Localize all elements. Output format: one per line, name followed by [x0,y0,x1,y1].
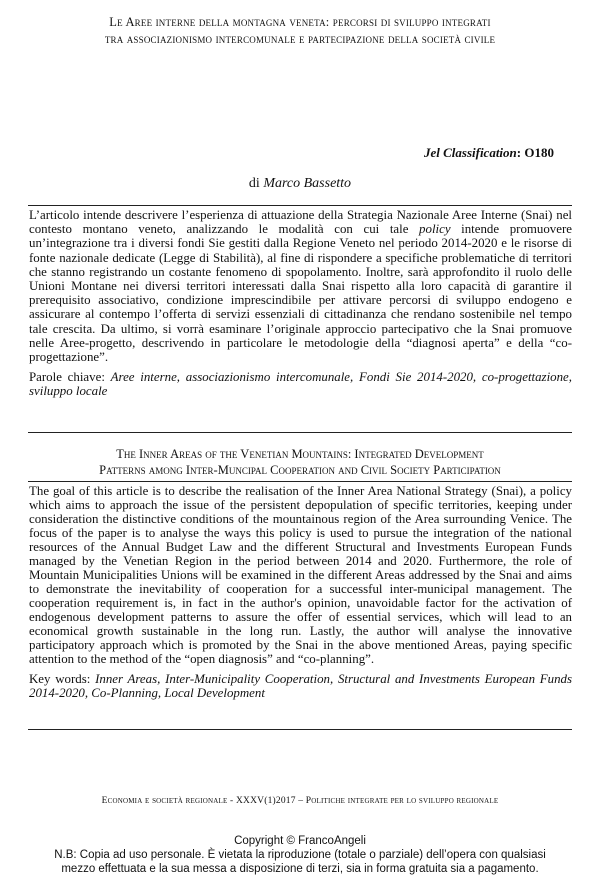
journal-footer: Economia e società regionale - XXXV(1)2017 – Politiche integrate per lo sviluppo regionale [101,796,499,806]
abstract-english-top-rule [28,481,572,482]
article-title-line1: Le Aree interne della montagna veneta: percorsi di sviluppo integrati [109,15,491,29]
copyright-notice-line2: N.B: Copia ad uso personale. È vietata la riproduzione (totale o parziale) dell’opera con qualsiasi [54,849,546,861]
byline [0,176,600,192]
article-title-line2: tra associazionismo intercomunale e partecipazione della società civile [104,32,496,46]
jel-label: Jel Classification [423,145,517,160]
keywords-italian-text: Aree interne, associazionismo intercomunale, Fondi Sie 2014-2020, co-progettazione, sviluppo locale [29,370,572,399]
abstract-middle-rule [28,432,572,433]
keywords-italian-label: Parole chiave: [29,370,111,385]
keywords-italian [29,370,572,398]
english-title-line1: The Inner Areas of the Venetian Mountains: Integrated Development [116,447,484,461]
keywords-english-label: Key words: [29,672,96,686]
jel-colon: : [516,145,522,160]
english-title [0,446,600,478]
copyright-notice-line3: mezzo effettuata e la sua messa a disposizione di terzi, sia in forma gratuita sia a pagamento. [61,863,539,875]
article-title [0,14,600,48]
author-name: Marco Bassetto [263,176,352,191]
jel-classification [424,145,554,161]
abstract-bottom-rule [28,729,572,730]
policy-term: policy [419,222,451,237]
english-title-line2: Patterns among Inter-Muncipal Cooperation and Civil Society Participation [99,463,501,477]
jel-code: O180 [524,145,554,160]
copyright-notice [0,834,600,876]
copyright-line: Copyright © FrancoAngeli [234,835,366,847]
abstract-italian-part1: L’articolo intende descrivere l’esperienza di attuazione della Strategia Nazionale Aree Interne (Snai) nel contesto montano veneto, analizzando le modalità con cui tale [29,208,572,237]
abstract-italian [29,208,572,399]
abstract-english [29,484,572,700]
abstract-top-rule [28,205,572,206]
keywords-english [29,672,572,700]
abstract-italian-part2: intende promuovere un’integrazione tra i diversi fondi Sie gestiti dalla Regione Veneto nel periodo 2014-2020 e le risorse di fonte nazionale dedicate (Legge di Stabilità), al fine di rispondere a specifiche problematiche di territori che stanno registrando un costante fenomeno di spopolamento. Inoltre, sarà approfondito il ruolo delle Unioni Montane nei diversi territori interessati dalla Snai rispetto alla loro capacità di garantire il prerequisito associativo, condizione imprescindibile per attivare percorsi di sviluppo endogeno e assicurare al contempo l’offerta di servizi essenziali di cittadinanza che rendano sostenibile nel tempo tale crescita. Da ultimo, si vorrà esaminare l’originale approccio partecipativo che la Snai promuove nelle Aree-progetto, descrivendo in particolare le metodologie della “diagnosi aperta” e della “co-progettazione”. [29,222,572,365]
abstract-italian-text [29,208,572,364]
keywords-english-text: Inner Areas, Inter-Municipality Cooperation, Structural and Investments European Funds 2014-2020, Co-Planning, Local Development [29,672,573,700]
byline-prefix: di [248,176,264,191]
abstract-english-text: The goal of this article is to describe the realisation of the Inner Area National Strategy (Snai), a policy which aims to approach the issue of the persistent depopulation of specific territories, keeping under consideration the distinctive conditions of the mountainous region of the Area surrounding Venice. The focus of the paper is to analyse the ways this policy is used to pursue the integration of the national resources of the Annual Budget Law and the different Structural and Investments European Funds managed by the Venetian Region in the period between 2014 and 2020. Furthermore, the role of Mountain Municipalities Unions will be examined in the different Areas addressed by the Snai and aims to demonstrate the inevitability of cooperation for a successful inter-municipal management. The cooperation requirement is, in fact in the author's opinion, unavoidable factor for the activation of endogenous development patterns to assure the offer of essential services, which will lead to an economical growth sustainable in the long run. Lastly, the author will analyse the innovative participatory approach which is promoted by the Snai in the above mentioned Areas, paying specific attention to the method of the “open diagnosis” and “co-planning”. [29,484,572,666]
